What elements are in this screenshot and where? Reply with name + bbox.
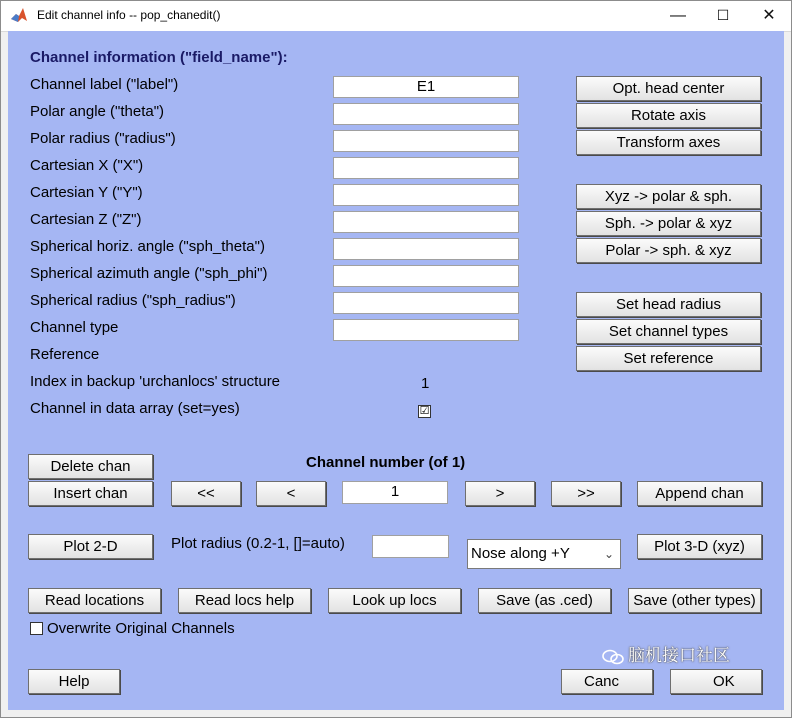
nose-direction-value: Nose along +Y xyxy=(471,545,570,562)
minimize-button[interactable]: — xyxy=(670,7,686,24)
sph-theta-input[interactable] xyxy=(333,238,519,260)
plot-radius-input[interactable] xyxy=(372,535,449,558)
help-button[interactable]: Help xyxy=(28,669,120,694)
rotate-axis-button[interactable]: Rotate axis xyxy=(576,103,761,128)
matlab-logo-icon xyxy=(10,7,28,23)
maximize-button[interactable]: ☐ xyxy=(716,7,730,23)
data-array-checkbox[interactable]: ☑ xyxy=(419,405,430,417)
save-other-button[interactable]: Save (other types) xyxy=(628,588,761,613)
insert-chan-button[interactable]: Insert chan xyxy=(28,481,153,506)
cancel-button[interactable]: Canc xyxy=(561,669,653,694)
prev-channel-button[interactable]: < xyxy=(256,481,326,506)
transform-axes-button[interactable]: Transform axes xyxy=(576,130,761,155)
close-button[interactable]: ✕ xyxy=(762,7,776,24)
set-reference-button[interactable]: Set reference xyxy=(576,346,761,371)
read-locations-button[interactable]: Read locations xyxy=(28,588,161,613)
y-input[interactable] xyxy=(333,184,519,206)
xyz-to-polar-button[interactable]: Xyz -> polar & sph. xyxy=(576,184,761,209)
field-label-x: Cartesian X ("X") xyxy=(30,157,144,174)
type-input[interactable] xyxy=(333,319,519,341)
last-channel-button[interactable]: >> xyxy=(551,481,621,506)
field-label-theta: Polar angle ("theta") xyxy=(30,103,165,120)
field-label-y: Cartesian Y ("Y") xyxy=(30,184,143,201)
delete-chan-button[interactable]: Delete chan xyxy=(28,454,153,479)
radius-input[interactable] xyxy=(333,130,519,152)
wechat-icon xyxy=(602,649,624,665)
plot-radius-label: Plot radius (0.2-1, []=auto) xyxy=(171,535,345,552)
window-title: Edit channel info -- pop_chanedit() xyxy=(37,8,221,22)
plot-3d-button[interactable]: Plot 3-D (xyz) xyxy=(637,534,762,559)
field-label-radius: Polar radius ("radius") xyxy=(30,130,176,147)
chevron-down-icon: ⌄ xyxy=(603,547,615,561)
watermark-text: 脑机接口社区 xyxy=(628,646,730,665)
channel-number-input[interactable]: 1 xyxy=(342,481,448,504)
z-input[interactable] xyxy=(333,211,519,233)
read-locs-help-button[interactable]: Read locs help xyxy=(178,588,311,613)
field-label-sph-theta: Spherical horiz. angle ("sph_theta") xyxy=(30,238,265,255)
save-ced-button[interactable]: Save (as .ced) xyxy=(478,588,611,613)
field-label-reference: Reference xyxy=(30,346,100,363)
sph-to-polar-button[interactable]: Sph. -> polar & xyz xyxy=(576,211,761,236)
sph-radius-input[interactable] xyxy=(333,292,519,314)
nose-direction-select[interactable] xyxy=(467,539,621,569)
theta-input[interactable] xyxy=(333,103,519,125)
set-head-radius-button[interactable]: Set head radius xyxy=(576,292,761,317)
dialog-panel xyxy=(8,31,784,710)
x-input[interactable] xyxy=(333,157,519,179)
field-label-datachan: Channel in data array (set=yes) xyxy=(30,400,240,417)
next-channel-button[interactable]: > xyxy=(465,481,535,506)
plot-2d-button[interactable]: Plot 2-D xyxy=(28,534,153,559)
field-label-z: Cartesian Z ("Z") xyxy=(30,211,142,228)
field-label-type: Channel type xyxy=(30,319,119,336)
field-label-sph-radius: Spherical radius ("sph_radius") xyxy=(30,292,236,309)
first-channel-button[interactable]: << xyxy=(171,481,241,506)
field-label-label: Channel label ("label") xyxy=(30,76,179,93)
ok-button[interactable]: OK xyxy=(670,669,762,694)
overwrite-label: Overwrite Original Channels xyxy=(47,620,235,637)
append-chan-button[interactable]: Append chan xyxy=(637,481,762,506)
opt-head-center-button[interactable]: Opt. head center xyxy=(576,76,761,101)
watermark xyxy=(602,641,730,669)
channel-info-header: Channel information ("field_name"): xyxy=(30,49,288,66)
title-bar xyxy=(0,0,792,32)
polar-to-sph-button[interactable]: Polar -> sph. & xyz xyxy=(576,238,761,263)
overwrite-checkbox[interactable] xyxy=(30,622,43,635)
sph-phi-input[interactable] xyxy=(333,265,519,287)
look-up-locs-button[interactable]: Look up locs xyxy=(328,588,461,613)
urchan-index-value: 1 xyxy=(421,375,430,392)
field-label-sph-phi: Spherical azimuth angle ("sph_phi") xyxy=(30,265,268,282)
channel-number-label: Channel number (of 1) xyxy=(306,454,466,471)
field-label-urchan: Index in backup 'urchanlocs' structure xyxy=(30,373,281,390)
set-channel-types-button[interactable]: Set channel types xyxy=(576,319,761,344)
label-input[interactable]: E1 xyxy=(333,76,519,98)
